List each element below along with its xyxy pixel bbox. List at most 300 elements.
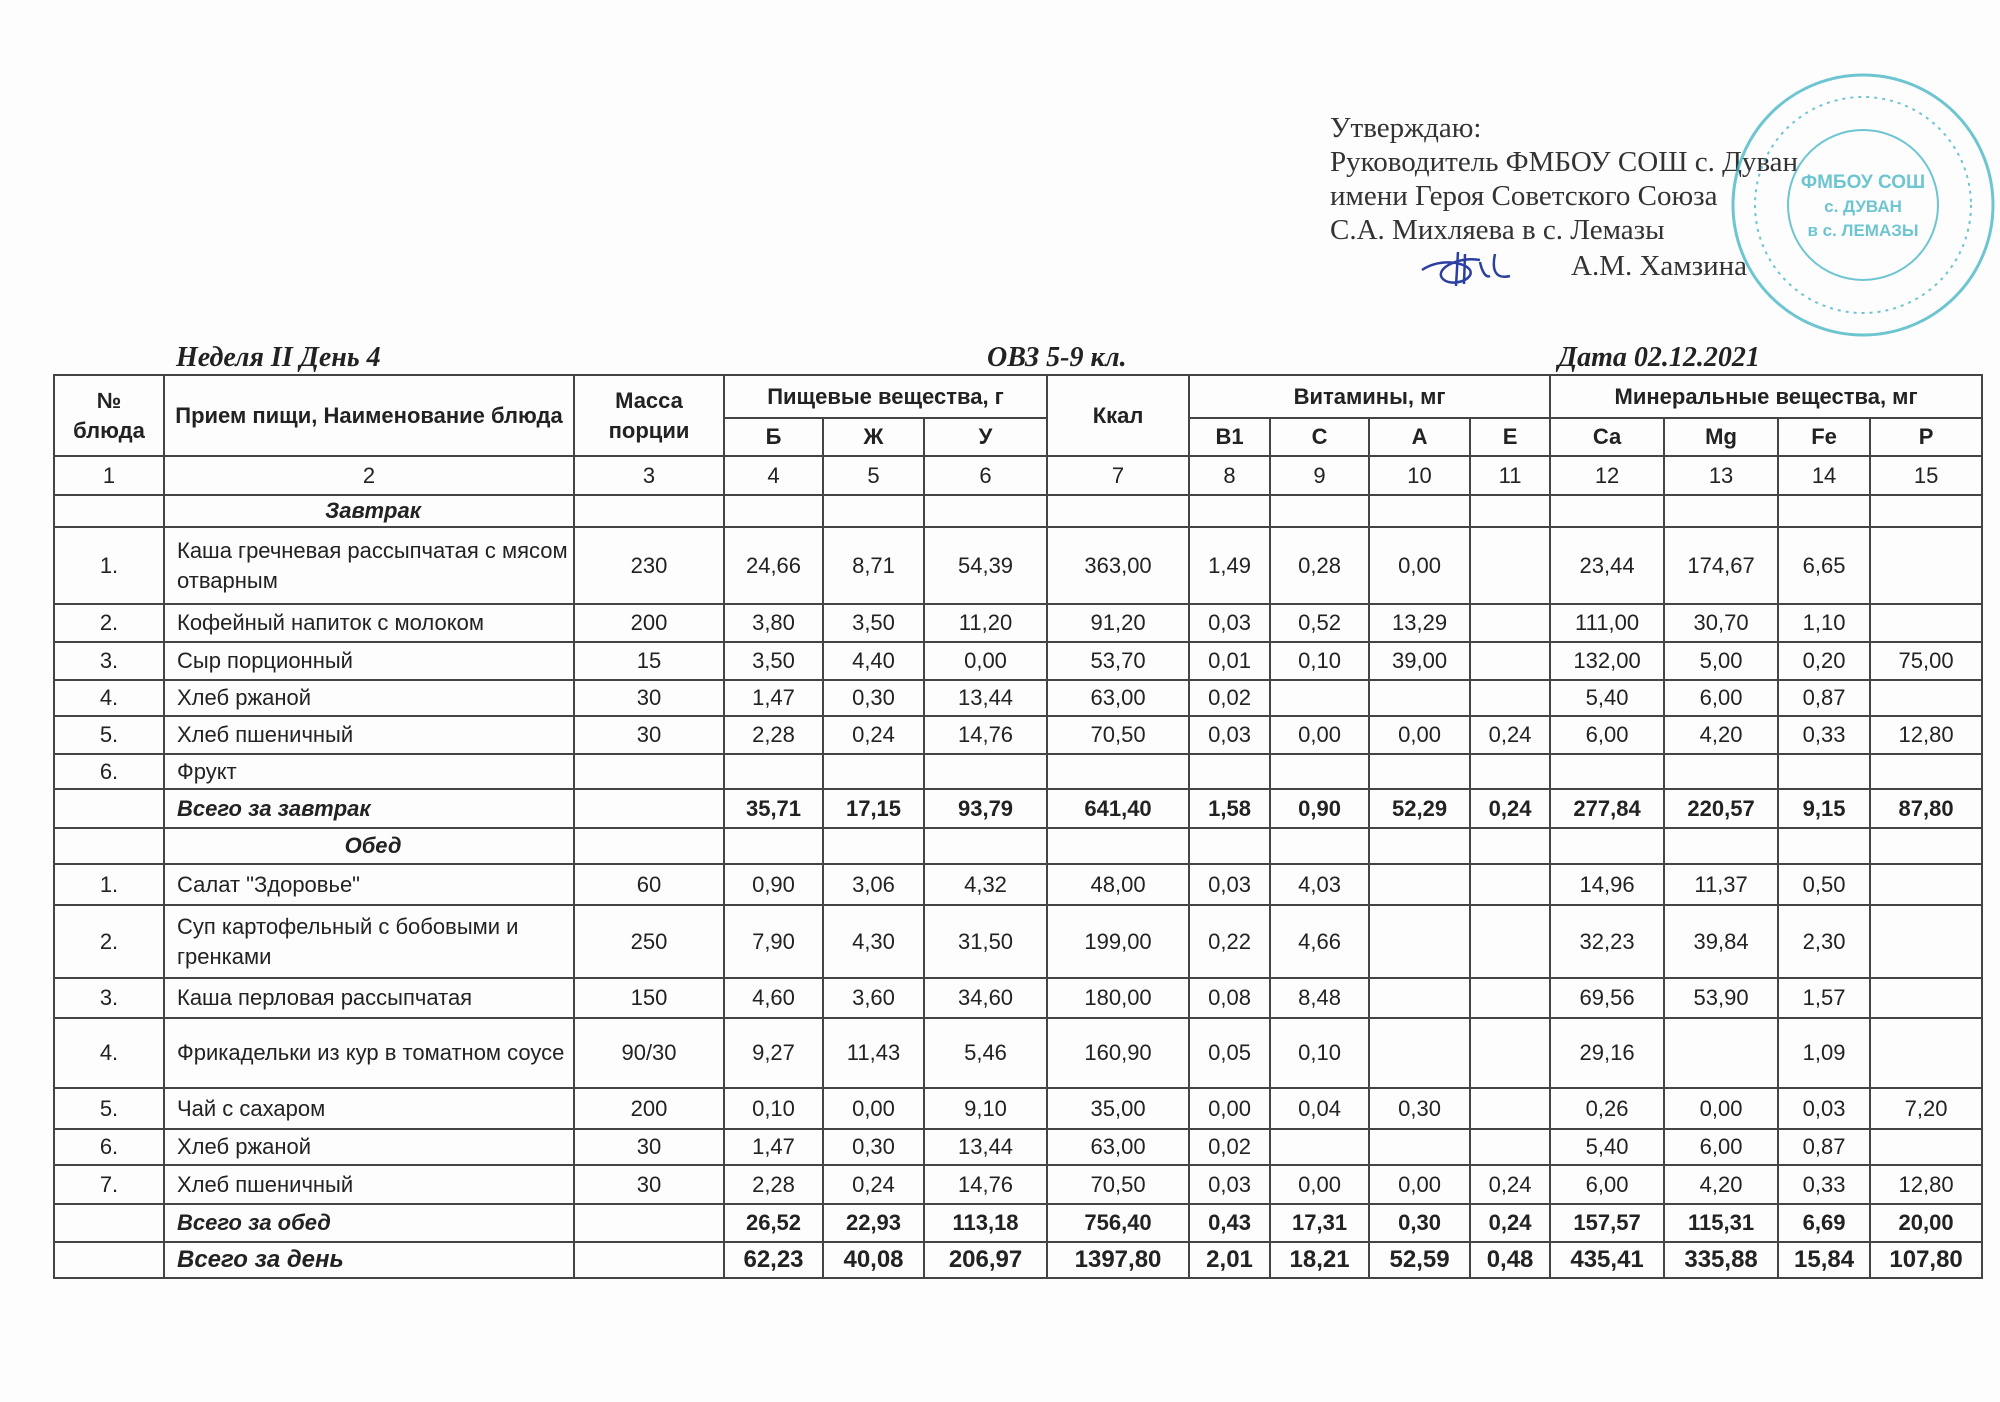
cell-value [1470,604,1550,642]
cell-value: 4,03 [1270,864,1369,905]
cell-value: 113,18 [924,1204,1047,1242]
cell-value: 12,80 [1870,716,1982,754]
cell-value [1270,1129,1369,1165]
dish-name: Всего за день [164,1242,574,1278]
dish-name: Каша гречневая рассыпчатая с мясом отварным [164,527,574,604]
cell-value: 277,84 [1550,789,1664,828]
cell-value: 17,31 [1270,1204,1369,1242]
cell-value: 30 [574,716,724,754]
section-row [54,495,1982,527]
cell-value: 9,27 [724,1018,823,1088]
dish-name: Фрикадельки из кур в томатном соусе [164,1018,574,1088]
dish-name: Хлеб пшеничный [164,716,574,754]
signature-image [1420,248,1515,290]
header-portion-mass: Масса порции [574,375,724,456]
cell-value: 35,71 [724,789,823,828]
cell-value: 1,58 [1189,789,1270,828]
cell-value: 4,60 [724,978,823,1018]
table-row [54,1129,1982,1165]
cell-value: 5,46 [924,1018,1047,1088]
cell-value: 35,00 [1047,1088,1189,1129]
cell-value: 0,90 [724,864,823,905]
cell-value: 30 [574,680,724,716]
cell-value [1778,495,1870,527]
cell-value: 0,87 [1778,1129,1870,1165]
dish-name: Сыр порционный [164,642,574,680]
column-number: 11 [1470,456,1550,495]
cell-value: 0,00 [1369,716,1470,754]
cell-value: 0,48 [1470,1242,1550,1278]
cell-value [1047,828,1189,864]
dish-number: 2. [54,604,164,642]
cell-value: 8,71 [823,527,924,604]
cell-value: 32,23 [1550,905,1664,978]
cell-value: 6,69 [1778,1204,1870,1242]
cell-value: 0,03 [1189,716,1270,754]
cell-value [1470,642,1550,680]
cell-value: 0,20 [1778,642,1870,680]
cell-value [1369,905,1470,978]
cell-value: 3,50 [724,642,823,680]
stamp-text: ФМБОУ СОШ [1800,172,1926,193]
cell-value [1664,1018,1778,1088]
cell-value [1870,604,1982,642]
cell-value: 34,60 [924,978,1047,1018]
cell-value: 4,30 [823,905,924,978]
approval-line: Руководитель ФМБОУ СОШ с. Дуван [1330,146,1799,178]
dish-name: Фрукт [164,754,574,789]
header-vitamins: Витамины, мг [1189,375,1550,418]
cell-value: 29,16 [1550,1018,1664,1088]
dish-name: Всего за завтрак [164,789,574,828]
cell-value: 5,40 [1550,680,1664,716]
date-label: Дата 02.12.2021 [1558,342,1760,373]
cell-value: 107,80 [1870,1242,1982,1278]
cell-value: 62,23 [724,1242,823,1278]
cell-value: 1,09 [1778,1018,1870,1088]
cell-value: 0,10 [1270,1018,1369,1088]
column-number: 15 [1870,456,1982,495]
cell-value: 4,66 [1270,905,1369,978]
cell-value: 0,03 [1778,1088,1870,1129]
cell-value [1664,828,1778,864]
cell-value [1778,828,1870,864]
cell-value [1664,754,1778,789]
cell-value [924,828,1047,864]
cell-value: 0,04 [1270,1088,1369,1129]
cell-value [1470,495,1550,527]
column-number: 1 [54,456,164,495]
table-row [54,978,1982,1018]
cell-value [1470,864,1550,905]
table-row [54,1018,1982,1088]
subheader-10: Р [1870,418,1982,456]
cell-value: 70,50 [1047,716,1189,754]
cell-value: 111,00 [1550,604,1664,642]
cell-value: 0,08 [1189,978,1270,1018]
cell-value: 0,43 [1189,1204,1270,1242]
cell-value: 24,66 [724,527,823,604]
column-number: 14 [1778,456,1870,495]
cell-value: 26,52 [724,1204,823,1242]
cell-value: 2,28 [724,1165,823,1204]
cell-value [1470,905,1550,978]
cell-value: 1,49 [1189,527,1270,604]
cell-value: 230 [574,527,724,604]
cell-value: 13,29 [1369,604,1470,642]
group-label: ОВЗ 5-9 кл. [987,342,1127,373]
cell-value [924,754,1047,789]
dish-name: Завтрак [164,495,574,527]
cell-value [1870,1018,1982,1088]
cell-value: 0,30 [823,1129,924,1165]
cell-value [1047,754,1189,789]
cell-value: 6,00 [1550,1165,1664,1204]
cell-value [1870,978,1982,1018]
table-row [54,1165,1982,1204]
dish-name: Обед [164,828,574,864]
dish-name: Всего за обед [164,1204,574,1242]
cell-value [1270,828,1369,864]
cell-value: 0,30 [1369,1088,1470,1129]
dish-number: 4. [54,680,164,716]
cell-value: 0,00 [1189,1088,1270,1129]
cell-value: 0,00 [1369,527,1470,604]
cell-value: 0,03 [1189,864,1270,905]
cell-value: 52,59 [1369,1242,1470,1278]
cell-value [1470,828,1550,864]
cell-value [1369,864,1470,905]
cell-value [1470,978,1550,1018]
column-number: 8 [1189,456,1270,495]
dish-number: 6. [54,754,164,789]
cell-value: 6,00 [1664,680,1778,716]
dish-number: 7. [54,1165,164,1204]
cell-value: 0,24 [1470,789,1550,828]
column-number: 3 [574,456,724,495]
cell-value: 1,57 [1778,978,1870,1018]
cell-value: 0,02 [1189,1129,1270,1165]
cell-value: 0,10 [1270,642,1369,680]
cell-value: 3,06 [823,864,924,905]
cell-value: 14,76 [924,1165,1047,1204]
cell-value: 90/30 [574,1018,724,1088]
header-dish-number: № блюда [54,375,164,456]
cell-value: 40,08 [823,1242,924,1278]
cell-value: 641,40 [1047,789,1189,828]
cell-value: 31,50 [924,905,1047,978]
cell-value: 0,90 [1270,789,1369,828]
cell-value: 39,00 [1369,642,1470,680]
column-number: 5 [823,456,924,495]
cell-value: 0,24 [1470,1204,1550,1242]
table-row [54,527,1982,604]
column-number: 12 [1550,456,1664,495]
cell-value: 23,44 [1550,527,1664,604]
header-nutrients: Пищевые вещества, г [724,375,1047,418]
column-number: 10 [1369,456,1470,495]
cell-value: 11,37 [1664,864,1778,905]
week-day-label: Неделя II День 4 [176,342,381,373]
cell-value: 157,57 [1550,1204,1664,1242]
cell-value [1778,754,1870,789]
cell-value [1369,680,1470,716]
subheader-7: Са [1550,418,1664,456]
table-row [54,1088,1982,1129]
cell-value: 0,28 [1270,527,1369,604]
cell-value [1870,495,1982,527]
dish-name: Салат "Здоровье" [164,864,574,905]
column-number: 2 [164,456,574,495]
cell-value: 0,00 [823,1088,924,1129]
cell-value [724,495,823,527]
cell-value: 12,80 [1870,1165,1982,1204]
cell-value: 13,44 [924,1129,1047,1165]
cell-value: 3,80 [724,604,823,642]
cell-value: 0,30 [823,680,924,716]
cell-value [1369,978,1470,1018]
subheader-9: Fe [1778,418,1870,456]
column-number: 7 [1047,456,1189,495]
cell-value: 75,00 [1870,642,1982,680]
cell-value: 0,33 [1778,1165,1870,1204]
cell-value: 0,00 [1270,716,1369,754]
table-row [54,754,1982,789]
cell-value: 39,84 [1664,905,1778,978]
cell-value: 1397,80 [1047,1242,1189,1278]
cell-value: 4,40 [823,642,924,680]
cell-value: 6,00 [1550,716,1664,754]
header-dish-name: Прием пищи, Наименование блюда [164,375,574,456]
cell-value: 5,40 [1550,1129,1664,1165]
cell-value: 15 [574,642,724,680]
cell-value: 30 [574,1165,724,1204]
dish-number: 1. [54,527,164,604]
table-row [54,604,1982,642]
cell-value: 0,03 [1189,1165,1270,1204]
subheader-1: Ж [823,418,924,456]
cell-value: 0,24 [1470,716,1550,754]
cell-value: 335,88 [1664,1242,1778,1278]
cell-value [574,789,724,828]
cell-value: 14,96 [1550,864,1664,905]
cell-value: 0,10 [724,1088,823,1129]
cell-value [724,754,823,789]
cell-value [823,495,924,527]
cell-value: 69,56 [1550,978,1664,1018]
dish-number: 3. [54,978,164,1018]
dish-number: 3. [54,642,164,680]
cell-value [823,754,924,789]
cell-value [1369,495,1470,527]
dish-number: 5. [54,1088,164,1129]
section-row [54,828,1982,864]
dish-name: Суп картофельный с бобовыми и гренками [164,905,574,978]
cell-value: 63,00 [1047,1129,1189,1165]
cell-value [1664,495,1778,527]
dish-number [54,1204,164,1242]
cell-value [1189,754,1270,789]
cell-value: 0,03 [1189,604,1270,642]
cell-value: 132,00 [1550,642,1664,680]
column-number: 4 [724,456,823,495]
cell-value [574,1204,724,1242]
cell-value: 18,21 [1270,1242,1369,1278]
subheader-0: Б [724,418,823,456]
approval-line: имени Героя Советского Союза [1330,180,1718,212]
cell-value [1870,527,1982,604]
cell-value [1369,1129,1470,1165]
cell-value: 11,20 [924,604,1047,642]
cell-value: 4,20 [1664,716,1778,754]
cell-value: 1,10 [1778,604,1870,642]
cell-value: 220,57 [1664,789,1778,828]
cell-value [1470,1088,1550,1129]
menu-table [53,374,1983,1279]
cell-value [1369,754,1470,789]
cell-value: 0,30 [1369,1204,1470,1242]
column-number: 13 [1664,456,1778,495]
cell-value [1189,495,1270,527]
cell-value: 14,76 [924,716,1047,754]
cell-value [1470,680,1550,716]
cell-value [574,828,724,864]
subheader-8: Mg [1664,418,1778,456]
total-row [54,789,1982,828]
cell-value: 30 [574,1129,724,1165]
cell-value: 2,30 [1778,905,1870,978]
cell-value [574,495,724,527]
cell-value: 150 [574,978,724,1018]
cell-value: 0,00 [1664,1088,1778,1129]
cell-value: 0,26 [1550,1088,1664,1129]
cell-value [1470,754,1550,789]
dish-number: 5. [54,716,164,754]
dish-name: Хлеб ржаной [164,1129,574,1165]
cell-value: 1,47 [724,680,823,716]
cell-value [924,495,1047,527]
table-row [54,716,1982,754]
column-number: 6 [924,456,1047,495]
subheader-5: А [1369,418,1470,456]
cell-value: 0,24 [823,1165,924,1204]
cell-value: 9,10 [924,1088,1047,1129]
cell-value: 4,20 [1664,1165,1778,1204]
dish-name: Кофейный напиток с молоком [164,604,574,642]
cell-value: 2,28 [724,716,823,754]
subheader-6: Е [1470,418,1550,456]
cell-value: 13,44 [924,680,1047,716]
cell-value: 0,02 [1189,680,1270,716]
cell-value: 7,20 [1870,1088,1982,1129]
cell-value: 3,60 [823,978,924,1018]
cell-value: 52,29 [1369,789,1470,828]
cell-value [1189,828,1270,864]
cell-value [1550,754,1664,789]
stamp-text: с. ДУВАН [1824,197,1902,216]
cell-value: 435,41 [1550,1242,1664,1278]
cell-value: 363,00 [1047,527,1189,604]
approval-line: Утверждаю: [1330,112,1482,144]
cell-value: 1,47 [724,1129,823,1165]
cell-value [1270,680,1369,716]
cell-value [1550,828,1664,864]
cell-value [1870,1129,1982,1165]
table-row [54,905,1982,978]
dish-number [54,789,164,828]
cell-value: 93,79 [924,789,1047,828]
table-row [54,680,1982,716]
cell-value: 53,70 [1047,642,1189,680]
cell-value: 0,52 [1270,604,1369,642]
total-row [54,1204,1982,1242]
dish-number: 4. [54,1018,164,1088]
cell-value: 54,39 [924,527,1047,604]
subheader-3: В1 [1189,418,1270,456]
cell-value: 0,01 [1189,642,1270,680]
cell-value: 0,00 [924,642,1047,680]
cell-value: 87,80 [1870,789,1982,828]
cell-value: 91,20 [1047,604,1189,642]
cell-value: 199,00 [1047,905,1189,978]
dish-name: Каша перловая рассыпчатая [164,978,574,1018]
cell-value [574,754,724,789]
cell-value: 0,87 [1778,680,1870,716]
cell-value [1047,495,1189,527]
cell-value [1270,754,1369,789]
cell-value: 11,43 [823,1018,924,1088]
cell-value [724,828,823,864]
cell-value: 0,00 [1369,1165,1470,1204]
cell-value: 0,33 [1778,716,1870,754]
cell-value: 6,00 [1664,1129,1778,1165]
cell-value: 0,00 [1270,1165,1369,1204]
cell-value: 115,31 [1664,1204,1778,1242]
column-number: 9 [1270,456,1369,495]
cell-value [1369,1018,1470,1088]
cell-value: 250 [574,905,724,978]
cell-value [1870,828,1982,864]
cell-value [1470,1129,1550,1165]
cell-value: 4,32 [924,864,1047,905]
dish-number: 1. [54,864,164,905]
cell-value: 30,70 [1664,604,1778,642]
dish-number: 6. [54,1129,164,1165]
cell-value [823,828,924,864]
cell-value [1470,1018,1550,1088]
stamp-text: в с. ЛЕМАЗЫ [1807,221,1919,240]
header-kcal: Ккал [1047,375,1189,456]
cell-value [1470,527,1550,604]
dish-name: Чай с сахаром [164,1088,574,1129]
cell-value: 180,00 [1047,978,1189,1018]
approval-line: С.А. Михляева в с. Лемазы [1330,214,1665,246]
cell-value: 206,97 [924,1242,1047,1278]
dish-name: Хлеб ржаной [164,680,574,716]
cell-value [1870,680,1982,716]
dish-number: 2. [54,905,164,978]
cell-value: 20,00 [1870,1204,1982,1242]
cell-value: 2,01 [1189,1242,1270,1278]
cell-value: 0,50 [1778,864,1870,905]
cell-value: 60 [574,864,724,905]
cell-value: 200 [574,1088,724,1129]
signatory-name: А.М. Хамзина [1571,250,1748,282]
cell-value: 7,90 [724,905,823,978]
cell-value [1870,905,1982,978]
cell-value [1369,828,1470,864]
cell-value: 15,84 [1778,1242,1870,1278]
